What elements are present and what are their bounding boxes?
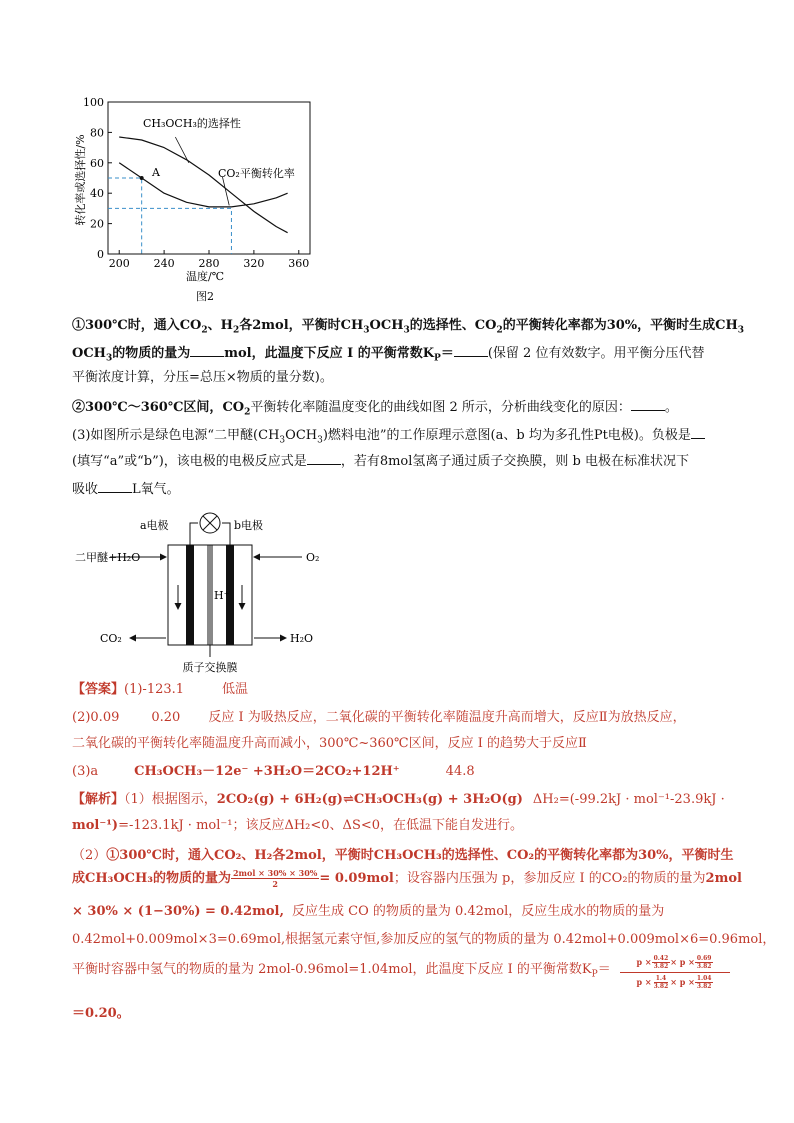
y-tick-label: 20 <box>90 217 104 231</box>
label-b-electrode: b电极 <box>234 519 264 532</box>
kp-fraction: p × $\frac{0.42}{3.82}$ × p × $\frac{0.69}{3.82}$ p × $\frac{1.4}{3.82}$ × p × $\frac{1.04}{3.82}$ <box>620 955 730 990</box>
q3-line2: (填写“a”或“b”)，该电极的电极反应式是 ，若有8mol氢离子通过质子交换膜，则 b 电极在标准状况下 <box>72 450 689 472</box>
blank[interactable] <box>190 342 224 357</box>
analysis-line1: 【解析】（1）根据图示，2CO₂(g) + 6H₂(g)⇌CH₃OCH₃(g) + 3H₂O(g) ΔH₂=(-99.2kJ · mol⁻¹-23.9kJ · <box>72 792 725 807</box>
answer-line3: 二氧化碳的平衡转化率随温度升高而减小，300℃~360℃区间，反应 I 的趋势大于反应Ⅱ <box>72 736 587 751</box>
analysis-line6: 0.42mol+0.009mol×3=0.69mol,根据氢元素守恒,参加反应的氢气的物质的量为 0.42mol+0.009mol×6=0.96mol， <box>72 932 776 947</box>
x-tick-label: 200 <box>108 257 130 270</box>
label-right-in: O₂ <box>306 551 320 564</box>
label-membrane: 质子交换膜 <box>182 661 238 674</box>
analysis-line5: × 30% × (1−30%) = 0.42mol, 反应生成 CO 的物质的量为 0.42mol，反应生成水的物质的量为 <box>72 904 665 919</box>
wire <box>222 523 230 543</box>
label-point-a: A <box>152 166 160 179</box>
guide-line <box>108 208 231 254</box>
y-tick-label: 60 <box>90 156 104 170</box>
y-tick-label: 0 <box>97 248 104 261</box>
analysis-line8: ＝0.20。 <box>72 1006 130 1021</box>
y-tick-label: 40 <box>90 187 104 201</box>
fraction: $\frac{\text{2mol × 30\% × 30\%}}{2}$ <box>232 868 318 889</box>
fuel-cell-diagram <box>75 505 360 680</box>
x-tick-label: 360 <box>288 257 310 270</box>
label-proton: H⁺ <box>214 589 230 602</box>
electrode-a <box>186 545 194 645</box>
label-left-out: CO₂ <box>100 632 122 645</box>
point-a <box>140 176 144 180</box>
chart-figure <box>70 92 320 312</box>
x-tick-label: 320 <box>243 257 265 270</box>
analysis-line3: （2）①300℃时，通入CO₂、H₂各2mol，平衡时CH₃OCH₃的选择性、CO₂的平衡转化率都为30%，平衡时生 <box>72 848 734 863</box>
answer-line2: (2)0.09 0.20 反应 I 为吸热反应，二氧化碳的平衡转化率随温度升高而增大，反应Ⅱ为放热反应， <box>72 710 686 725</box>
answer-line1: 【答案】(1)-123.1 低温 <box>72 682 249 697</box>
chart-xlabel: 温度/℃ <box>185 270 225 283</box>
y-tick-label: 80 <box>90 126 104 140</box>
wire <box>190 523 198 543</box>
label-left-in: 二甲醚+H₂O <box>75 551 141 564</box>
blank[interactable] <box>631 396 665 411</box>
q3-line3: 吸收 L氧气。 <box>72 478 180 500</box>
blank[interactable] <box>307 450 341 465</box>
q3-line1: (3)如图所示是绿色电源“二甲醚$(CH_3OCH_3)$燃料电池”的工作原理示意图(a、b 均为多孔性Pt电极)。负极是 <box>72 424 705 446</box>
label-conversion: CO₂平衡转化率 <box>218 167 295 180</box>
series-selectivity <box>119 137 287 233</box>
chart-ylabel: 转化率或选择性/% <box>74 134 87 226</box>
q1-line3: 平衡浓度计算，分压=总压×物质的量分数)。 <box>72 370 333 385</box>
x-tick-label: 280 <box>198 257 220 270</box>
analysis-line2: mol⁻¹)=-123.1kJ · mol⁻¹；该反应ΔH₂<0、ΔS<0，在低温下能自发进行。 <box>72 818 524 833</box>
y-tick-label: 100 <box>83 96 104 109</box>
q2-line: ②300℃～360℃区间，$CO_2$平衡转化率随温度变化的曲线如图 2 所示，分析曲线变化的原因： 。 <box>72 396 678 418</box>
blank[interactable] <box>98 478 132 493</box>
blank[interactable] <box>454 342 488 357</box>
label-a-electrode: a电极 <box>140 519 169 532</box>
guide-line <box>108 178 142 254</box>
q1-line2: $OCH_3$的物质的量为 mol，此温度下反应 I 的平衡常数$K_P=$ (保留 2 位有效数字。用平衡分压代替 <box>72 342 704 364</box>
q1-line1: ①300℃时，通入$CO_2$、$H_2$各2mol，平衡时$CH_3OCH_3$的选择性、$CO_2$的平衡转化率都为30%，平衡时生成$CH_3$ <box>72 318 745 336</box>
blank[interactable] <box>691 424 705 439</box>
answer-line4: (3)a CH₃OCH₃－12e⁻ +3H₂O＝2CO₂+12H⁺ 44.8 <box>72 764 475 779</box>
x-tick-label: 240 <box>153 257 175 270</box>
chart-caption: 图2 <box>196 290 214 303</box>
analysis-line4: 成CH₃OCH₃的物质的量为 $\frac{\text{2mol × 30\% × 30\%}}{2}$ = 0.09mol；设容器内压强为 p，参加反应 I 的CO₂的物质的量为2mol <box>72 868 742 889</box>
analysis-line7: 平衡时容器中氢气的物质的量为 2mol-0.96mol=1.04mol，此温度下反应 I 的平衡常数$K_P=$ <box>72 962 611 980</box>
label-right-out: H₂O <box>290 632 314 645</box>
label-selectivity: CH₃OCH₃的选择性 <box>143 117 241 130</box>
leader-line <box>175 137 188 163</box>
